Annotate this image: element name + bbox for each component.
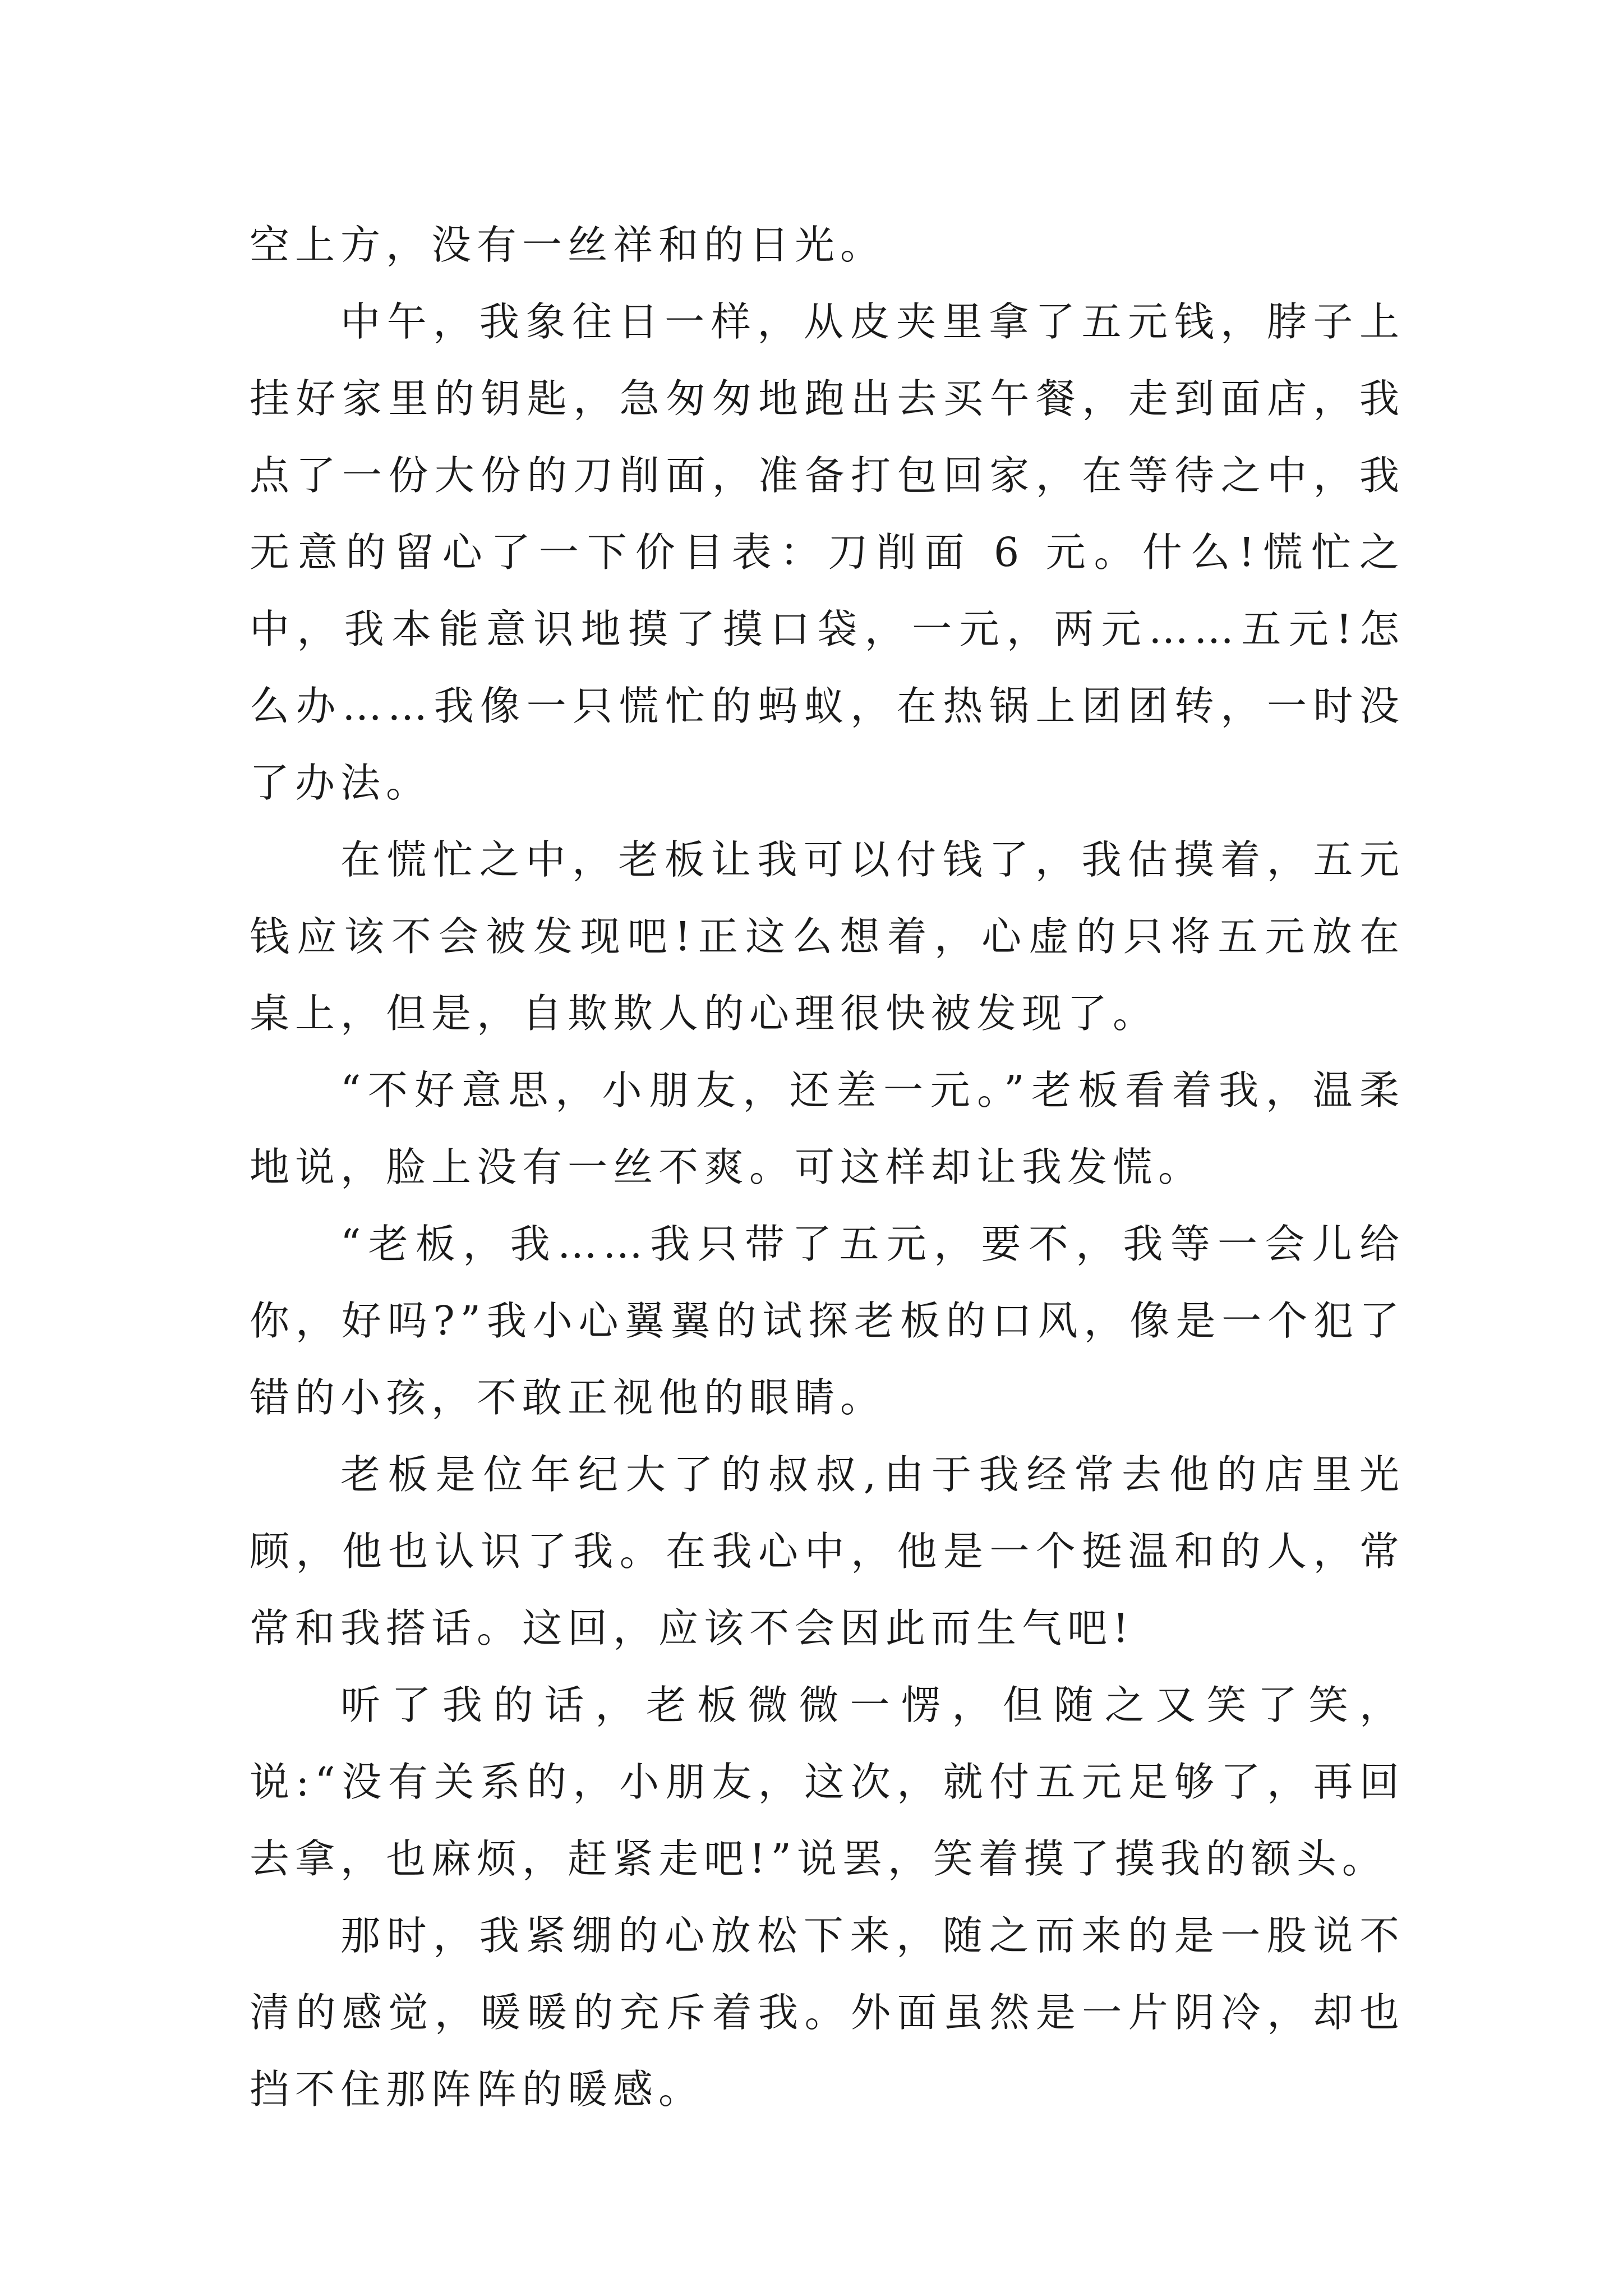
paragraph-noon-errand: 中午，我象往日一样，从皮夹里拿了五元钱，脖子上挂好家里的钥匙，急匆匆地跑出去买午餐，走到面店，我点了一份大份的刀削面，准备打包回家，在等待之中，我无意的留心了一下价目表：刀削面 6 元。什么!慌忙之中，我本能意识地摸了摸口袋，一元，两元……五元!怎么办……我像一只慌忙的蚂蚁，在热锅上团团转，一时没了办法。 [250, 298, 1405, 806]
paragraph-boss-kindness: 听了我的话，老板微微一愣，但随之又笑了笑，说:“没有关系的，小朋友，这次，就付五元足够了，再回去拿，也麻烦，赶紧走吧!”说罢，笑着摸了摸我的额头。 [250, 1682, 1405, 1882]
paragraph-continuation: 空上方，没有一丝祥和的日光。 [250, 222, 886, 268]
paragraph-warmth: 那时，我紧绷的心放松下来，随之而来的是一股说不清的感觉，暖暖的充斥着我。外面虽然是一片阴冷，却也挡不住那阵阵的暖感。 [250, 1912, 1405, 2113]
paragraph-request: “老板，我……我只带了五元，要不，我等一会儿给你，好吗?”我小心翼翼的试探老板的口风，像是一个犯了错的小孩，不敢正视他的眼睛。 [250, 1221, 1405, 1421]
paragraph-about-boss: 老板是位年纪大了的叔叔,由于我经常去他的店里光顾，他也认识了我。在我心中，他是一个挺温和的人，常常和我搭话。这回，应该不会因此而生气吧! [250, 1451, 1405, 1651]
paragraph-paying: 在慌忙之中，老板让我可以付钱了，我估摸着，五元钱应该不会被发现吧!正这么想着，心虚的只将五元放在桌上，但是，自欺欺人的心理很快被发现了。 [250, 836, 1405, 1037]
document-body [250, 206, 1405, 2128]
paragraph-boss-reply: “不好意思，小朋友，还差一元。”老板看着我，温柔地说，脸上没有一丝不爽。可这样却让我发慌。 [250, 1067, 1405, 1190]
